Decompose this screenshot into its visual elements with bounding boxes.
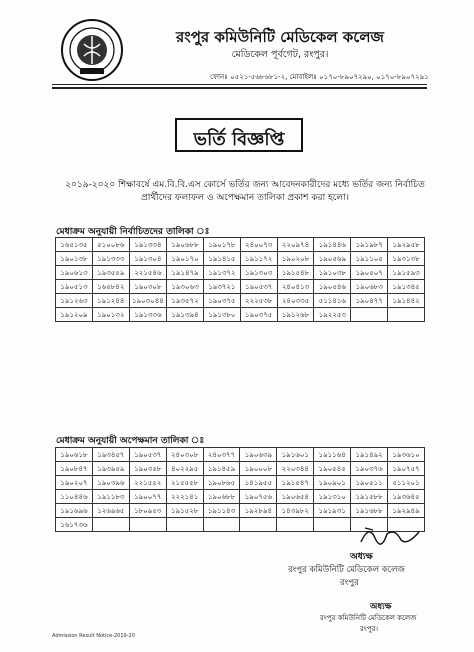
roll-cell: ১৯০৬৮৩	[351, 280, 388, 294]
roll-cell: ১৯০৫৬৯	[314, 252, 351, 266]
roll-cell: ১৯১৬৮৮	[351, 504, 388, 518]
roll-cell: ১৯১১৭২	[240, 252, 277, 266]
roll-cell: ১৯১২৪৪	[92, 294, 129, 308]
roll-cell: ১৯১৫৮৮	[351, 490, 388, 504]
roll-cell: ৫১১৪১৬	[314, 294, 351, 308]
roll-cell: ১৯১২০৯	[56, 308, 93, 322]
intro-line-2: প্রার্থীদের ফলাফল ও অপেক্ষমান তালিকা প্রকাশ করা হলো।	[141, 193, 349, 203]
selected-list-title: মেধাক্রম অনুযায়ী নির্বাচিতদের তালিকা ঃ	[56, 227, 210, 237]
roll-cell: ১৯০৮৬৫	[203, 476, 240, 490]
roll-cell: ১৯০৩৭৫	[240, 308, 277, 322]
roll-cell: ২২১৫৪৬	[129, 266, 166, 280]
roll-cell: ১৯১৬০১	[277, 448, 314, 462]
roll-cell	[351, 308, 388, 322]
roll-cell: ২২০৩৪৪	[277, 462, 314, 476]
roll-cell: ১৯২২৫৩	[314, 308, 351, 322]
table-row	[56, 294, 425, 308]
roll-cell: ১৯০৬৮৮	[167, 238, 204, 252]
roll-cell: ১৯১১৪৩	[203, 504, 240, 518]
footer-file-name: Admission Result Notice-2019-20	[52, 633, 135, 639]
notice-intro	[65, 179, 425, 205]
roll-cell: ১৯১৪১৫	[203, 252, 240, 266]
roll-cell: ১৯০১৭৮	[203, 238, 240, 252]
roll-cell: ১৯১১৬৪	[314, 448, 351, 462]
roll-cell: ১২৬৯৬৫	[92, 504, 129, 518]
college-logo	[60, 18, 124, 82]
roll-cell: ১৯০৫৪৫	[314, 462, 351, 476]
roll-cell: ১৯৩৫৭২	[167, 294, 204, 308]
table-row	[56, 504, 425, 518]
roll-cell: ১৯১৪৭৯	[167, 266, 204, 280]
roll-cell: ১৯০৫১৩	[56, 280, 93, 294]
roll-cell: ১৯৩৭২১	[203, 280, 240, 294]
principal-signature	[355, 520, 425, 550]
table-row	[56, 238, 425, 252]
roll-cell: ১৯১৩৭২	[203, 266, 240, 280]
roll-cell: ১৯০১৭০	[167, 252, 204, 266]
roll-cell: ১৯০৬৮৮	[203, 490, 240, 504]
roll-cell	[92, 518, 129, 532]
roll-cell: ১৯১২৬৮	[277, 308, 314, 322]
roll-cell: ১৯১৩০৪	[129, 252, 166, 266]
roll-cell: ১৯০২০৮	[277, 252, 314, 266]
header-divider-thick	[52, 87, 427, 89]
roll-cell: ১৯০৬৩৯	[240, 448, 277, 462]
waiting-list-title: মেধাক্রম অনুযায়ী অপেক্ষমান তালিকা ঃ	[56, 436, 205, 446]
roll-cell: ১৯০৫০৭	[351, 266, 388, 280]
roll-cell: ১৯০৫৪৬	[314, 280, 351, 294]
roll-cell: ১৯১২৬৩	[56, 294, 93, 308]
roll-cell: ১৯১০৩৮	[314, 266, 351, 280]
roll-cell: ২২২৫৩৮	[240, 294, 277, 308]
roll-cell: ১৬৫৮৪২	[92, 280, 129, 294]
roll-cell: ১৯১৩৮০	[203, 308, 240, 322]
stamp-title: অধ্যক্ষ	[370, 602, 392, 612]
table-row	[56, 462, 425, 476]
intro-line-1: ২০১৯-২০২০ শিক্ষাবর্ষে এম.বি.বি.এস কোর্সে ভর্তির জন্য আবেদনকারীদের মধ্যে ভর্তির জন্য নির্বাচিত	[65, 180, 425, 190]
roll-cell: ১৯১৪৯২	[351, 448, 388, 462]
roll-cell: ১৯১৪৪৬	[314, 238, 351, 252]
roll-cell	[388, 308, 425, 322]
contact-info: ফোনঃ ০৫২১-৫৬৮৬৮১-২, মোবাইলঃ ০১৭০-৮৯০৭২৯০, ০১৭০-৮৯০৭২৯১	[210, 73, 429, 81]
roll-cell: ১৯২৮৯৪	[240, 504, 277, 518]
roll-cell: ১৯০৩০৮	[129, 280, 166, 294]
roll-cell: ১৯০৫৩৭	[129, 448, 166, 462]
roll-cell: ১৯০১৩৮	[56, 252, 93, 266]
roll-cell: ৪০২২৯৫	[166, 462, 203, 476]
principal-college: রংপুর কমিউনিটি মেডিকেল কলেজ	[288, 565, 406, 575]
roll-cell: ১৬১৭৩৬	[56, 518, 93, 532]
roll-cell: ১৯৩৬৪৫	[388, 490, 425, 504]
roll-cell: ১৯০৩০৪৪	[129, 294, 166, 308]
roll-cell: ২২১৫৫২	[129, 476, 166, 490]
roll-cell	[203, 518, 240, 532]
roll-cell: ১৯৩০৬৩	[167, 280, 204, 294]
roll-cell: ১১০৪৪৬	[56, 490, 93, 504]
roll-cell: ১৯১৩৩৬	[129, 308, 166, 322]
roll-cell: ১৯১১০৫	[351, 252, 388, 266]
table-row	[56, 490, 425, 504]
roll-cell: ১৮০৯৫৩	[129, 504, 166, 518]
roll-cell: ১৯০২০৭	[56, 476, 93, 490]
roll-cell: ১৯০৩৯৬	[92, 476, 129, 490]
roll-cell: ১৯১৪৫৯	[203, 462, 240, 476]
table-row	[56, 308, 425, 322]
roll-cell: ১৪১৯৫৫	[240, 476, 277, 490]
roll-cell: ১৯৩৫৫৯	[92, 266, 129, 280]
roll-cell: ৫১০০৮৬	[92, 238, 129, 252]
table-row	[56, 476, 425, 490]
roll-cell: ২২২১৪১	[166, 490, 203, 504]
roll-cell: ১৯০৬৫৪	[277, 490, 314, 504]
roll-cell: ১৯০৪৭৭	[351, 294, 388, 308]
roll-cell: ১৯১৬৯৬	[56, 504, 93, 518]
roll-cell: ১৯০৩৫৮	[129, 462, 166, 476]
selected-list-table	[55, 237, 425, 322]
roll-cell: ৫১১২০১	[388, 476, 425, 490]
roll-cell: ১৯১৫৯৩	[388, 266, 425, 280]
roll-cell: ১৪৩৯৮২	[277, 504, 314, 518]
roll-cell: ২২০৯৭৪	[277, 238, 314, 252]
principal-title: অধ্যক্ষ	[350, 552, 373, 562]
roll-cell: ২৪০০৭৩	[240, 238, 277, 252]
notice-title-box	[175, 118, 303, 152]
roll-cell: ১৯০৭৫৭	[388, 462, 425, 476]
stamp-college: রংপুর কমিউনিটি মেডিকেল কলেজ	[320, 614, 417, 622]
roll-cell: ১৯১১৮৩	[92, 490, 129, 504]
roll-cell: ১৯০৫৩৭	[240, 280, 277, 294]
roll-cell: ১৯১৯৩১	[314, 504, 351, 518]
roll-cell: ১৯১৩০৩	[240, 266, 277, 280]
table-row	[56, 266, 425, 280]
roll-cell: ১৯০৬১৩	[56, 266, 93, 280]
roll-cell: ২১৫৫৫৮	[166, 476, 203, 490]
roll-cell: ১৯১৩৩৩	[92, 252, 129, 266]
roll-cell	[314, 518, 351, 532]
roll-cell: ২৪০৪১৩	[277, 280, 314, 294]
roll-cell: ১৯০০০৮	[240, 462, 277, 476]
roll-cell: ১৯০৬১৮	[56, 448, 93, 462]
roll-cell: ১৯১৩৯৪	[167, 308, 204, 322]
principal-city: রংপুর	[340, 578, 359, 588]
table-row	[56, 448, 425, 462]
roll-cell: ১৯০৩৭৬	[351, 462, 388, 476]
roll-cell: ১৯১৫৪৮	[277, 266, 314, 280]
roll-cell: ১৯৩৯৫৯	[92, 462, 129, 476]
roll-cell: ২৪০৩৭৭	[203, 448, 240, 462]
roll-cell: ১৯৩১৩৮	[388, 252, 425, 266]
roll-cell: ২৪০৩০৮	[166, 448, 203, 462]
roll-cell: ১৯৩৪৫৭	[92, 448, 129, 462]
roll-cell: ১৯১৫২৮	[166, 504, 203, 518]
roll-cell	[277, 518, 314, 532]
roll-cell: ১৯১৩৩৪	[129, 238, 166, 252]
college-name: রংপুর কমিউনিটি মেডিকেল কলেজ	[176, 28, 384, 46]
table-row	[56, 252, 425, 266]
roll-cell: ১৯০১৩২	[92, 308, 129, 322]
roll-cell: ১৯১৩১০	[314, 490, 351, 504]
roll-cell	[166, 518, 203, 532]
roll-cell: ১৯০৯০১	[314, 476, 351, 490]
roll-cell	[240, 518, 277, 532]
roll-cell: ১৯০৮৪৭	[56, 462, 93, 476]
roll-cell: ১৯০৭৫৬	[240, 490, 277, 504]
roll-cell: ১৯০৩৭৫	[203, 294, 240, 308]
roll-cell: ১৯১৫৪৭	[277, 476, 314, 490]
header-divider	[52, 84, 427, 85]
roll-cell: ১৯২৯৪৯	[388, 504, 425, 518]
roll-cell	[129, 518, 166, 532]
roll-cell: ১৯০০৭৭	[129, 490, 166, 504]
roll-cell: ২৪০৩৩৫	[277, 294, 314, 308]
roll-cell: ১৯২৯৫৮	[388, 238, 425, 252]
roll-cell: ১৯১৯৮৭	[351, 238, 388, 252]
roll-cell: ১৯৩৬১০	[388, 448, 425, 462]
stamp-city: রংপুর।	[360, 625, 378, 633]
roll-cell: ১৯১৩৪৫	[388, 280, 425, 294]
notice-title: ভর্তি বিজ্ঞপ্তি	[193, 129, 285, 150]
roll-cell: ১৬৫১৩৫	[56, 238, 93, 252]
college-address: মেডিকেল পূর্বগেট, রংপুর।	[231, 49, 329, 60]
roll-cell: ১৯১৪৪২	[388, 294, 425, 308]
table-row	[56, 280, 425, 294]
roll-cell: ১৯০৫১১	[351, 476, 388, 490]
